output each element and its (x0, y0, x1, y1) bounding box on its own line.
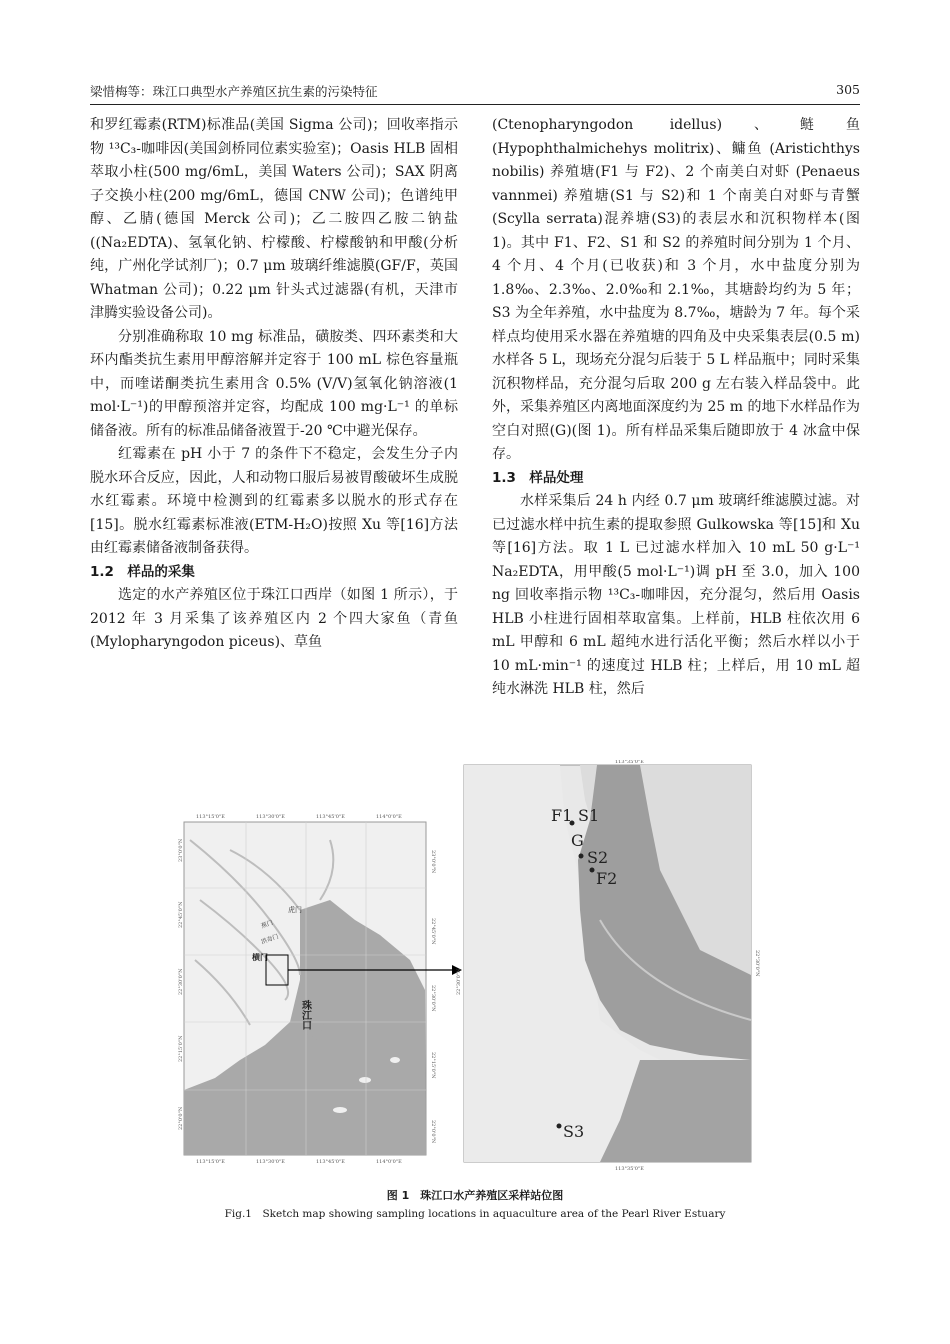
site-label: S2 (587, 848, 609, 867)
right-detail-map (456, 760, 760, 1172)
tick-label: 114°0'0"E (376, 814, 402, 820)
site-marker (557, 1124, 562, 1129)
tick-label: 22°0'0"N (430, 1120, 436, 1144)
tick-label: 22°30'0"N (754, 950, 760, 977)
map-label: 横门 (252, 952, 268, 962)
paragraph: 水样采集后 24 h 内经 0.7 μm 玻璃纤维滤膜过滤。对已过滤水样中抗生素的提取参照 Gulkowska 等[15]和 Xu 等[16]方法。取 1 L 已过滤水样加入 10 mL 50 g·L⁻¹ Na₂EDTA，用甲酸(5 mol·L⁻¹)调 pH 至 3.0，加入 100 ng 回收率指示物 ¹³C₃-咖啡因，充分混匀，然后用 Oasis HLB 小柱进行固相萃取富集。上样前，HLB 柱依次用 6 mL 甲醇和 6 mL 超纯水进行活化平衡；然后水样以小于 10 mL·min⁻¹ 的速度过 HLB 柱；上样后，用 10 mL 超纯水淋洗 HLB 柱，然后 (492, 493, 860, 697)
tick-label: 22°45'0"N (178, 901, 184, 928)
tick-label: 113°35'0"E (615, 760, 644, 765)
tick-label: 22°15'0"N (430, 1052, 436, 1079)
site-marker (590, 868, 595, 873)
site-label: S1 (578, 806, 600, 825)
tick-label: 113°35'0"E (615, 1166, 644, 1172)
tick-label: 22°15'0"N (178, 1035, 184, 1062)
tick-label: 22°30'0"N (430, 985, 436, 1012)
paragraph: 选定的水产养殖区位于珠江口西岸（如图 1 所示），于 2012 年 3 月采集了该养殖区内 2 个四大家鱼（青鱼 (Mylopharyngodon piceus)、草鱼 (90, 587, 458, 650)
left-overview-map (178, 814, 462, 1165)
paragraph: 分别准确称取 10 mg 标准品，磺胺类、四环素类和大环内酯类抗生素用甲醇溶解并定容于 100 mL 棕色容量瓶中，而喹诺酮类抗生素用含 0.5% (V/V)氢氧化钠溶液(1 mol·L⁻¹)的甲醇预溶并定容，均配成 100 mg·L⁻¹ 的单标储备液。所有的标准品储备液置于-20 ℃中避光保存。 (90, 328, 458, 439)
tick-label: 113°30'0"E (256, 814, 285, 820)
site-label: G (571, 831, 584, 850)
site-label: F2 (596, 869, 618, 888)
figure-1 (0, 760, 950, 1180)
figure-caption-en: Fig.1 Sketch map showing sampling locations in aquaculture area of the Pearl River Estuary (224, 1208, 726, 1220)
tick-label: 22°30'0"N (178, 968, 184, 995)
map-label: 虎门 (288, 906, 302, 914)
running-title: 梁惜梅等：珠江口典型水产养殖区抗生素的污染特征 (90, 84, 378, 99)
map-label: 洪奇门 (260, 933, 280, 946)
figure-caption-cn: 图 1 珠江口水产养殖区采样站位图 (386, 1189, 564, 1202)
tick-label: 22°45'0"N (430, 918, 436, 945)
section-heading: 1.3 样品处理 (492, 469, 584, 486)
tick-label: 113°45'0"E (316, 814, 345, 820)
paragraph: 红霉素在 pH 小于 7 的条件下不稳定，会发生分子内脱水环合反应，因此，人和动物口服后易被胃酸破坏生成脱水红霉素。环境中检测到的红霉素多以脱水的形式存在[15]。脱水红霉素标准液(ETM-H₂O)按照 Xu 等[16]方法由红霉素储备液制备获得。 (90, 446, 458, 556)
paragraph: 和罗红霉素(RTM)标准品(美国 Sigma 公司)；回收率指示物 ¹³C₃-咖啡因(美国剑桥同位素实验室)；Oasis HLB 固相萃取小柱(500 mg/6mL，美国 Waters 公司)；SAX 阴离子交换小柱(200 mg/6mL，德国 CNW 公司)；色谱纯甲醇、乙腈(德国 Merck 公司)；乙二胺四乙胺二钠盐((Na₂EDTA)、氢氧化钠、柠檬酸、柠檬酸钠和甲酸(分析纯，广州化学试剂厂)；0.7 μm 玻璃纤维滤膜(GF/F，英国 Whatman 公司)；0.22 μm 针头式过滤器(有机，天津市津腾实验设备公司)。 (90, 117, 458, 321)
tick-label: 113°15'0"E (196, 814, 225, 820)
tick-label: 114°0'0"E (376, 1159, 402, 1165)
section-heading: 1.2 样品的采集 (90, 563, 195, 580)
tick-label: 23°0'0"N (430, 850, 436, 874)
page-number: 305 (836, 82, 860, 97)
tick-label: 23°0'0"N (178, 838, 184, 862)
paragraph: (Ctenopharyngodon idellus)、鲢鱼 (Hypophthalmichehys molitrix)、鳙鱼 (Aristichthys nobilis) 养殖塘(F1 与 F2)、2 个南美白对虾 (Penaeus vannmei) 养殖塘(S1 与 S2)和 1 个南美白对虾与青蟹(Scylla serrata)混养塘(S3)的表层水和沉积物样本(图 1)。其中 F1、F2、S1 和 S2 的养殖时间分别为 1 个月、4 个月、4 个月(已收获)和 3 个月，水中盐度分别为 1.8‰、2.3‰、2.0‰和 2.1‰，其塘龄均约为 5 年；S3 为全年养殖，水中盐度为 8.7‰，塘龄为 7 年。每个采样点均使用采水器在养殖塘的四角及中央采集表层(0.5 m)水样各 5 L，现场充分混匀后装于 5 L 样品瓶中；同时采集沉积物样品，充分混匀后取 200 g 左右装入样品袋中。此外，采集养殖区内离地面深度约为 25 m 的地下水样品作为空白对照(G)(图 1)。所有样品采集后随即放于 4 冰盒中保存。 (492, 117, 860, 462)
right-column (492, 114, 860, 702)
site-label: S3 (563, 1122, 585, 1141)
map-label-estuary: 珠江口 (299, 1000, 311, 1030)
site-marker (579, 854, 584, 859)
tick-label: 113°15'0"E (196, 1159, 225, 1165)
tick-label: 113°45'0"E (316, 1159, 345, 1165)
tick-label: 22°0'0"N (178, 1106, 184, 1130)
map-label: 蕉门 (260, 919, 274, 930)
left-column (90, 114, 458, 655)
site-label: F1 (551, 806, 573, 825)
tick-label: 113°30'0"E (256, 1159, 285, 1165)
tick-label: 22°30'0"N (456, 968, 462, 995)
running-header (90, 82, 860, 105)
